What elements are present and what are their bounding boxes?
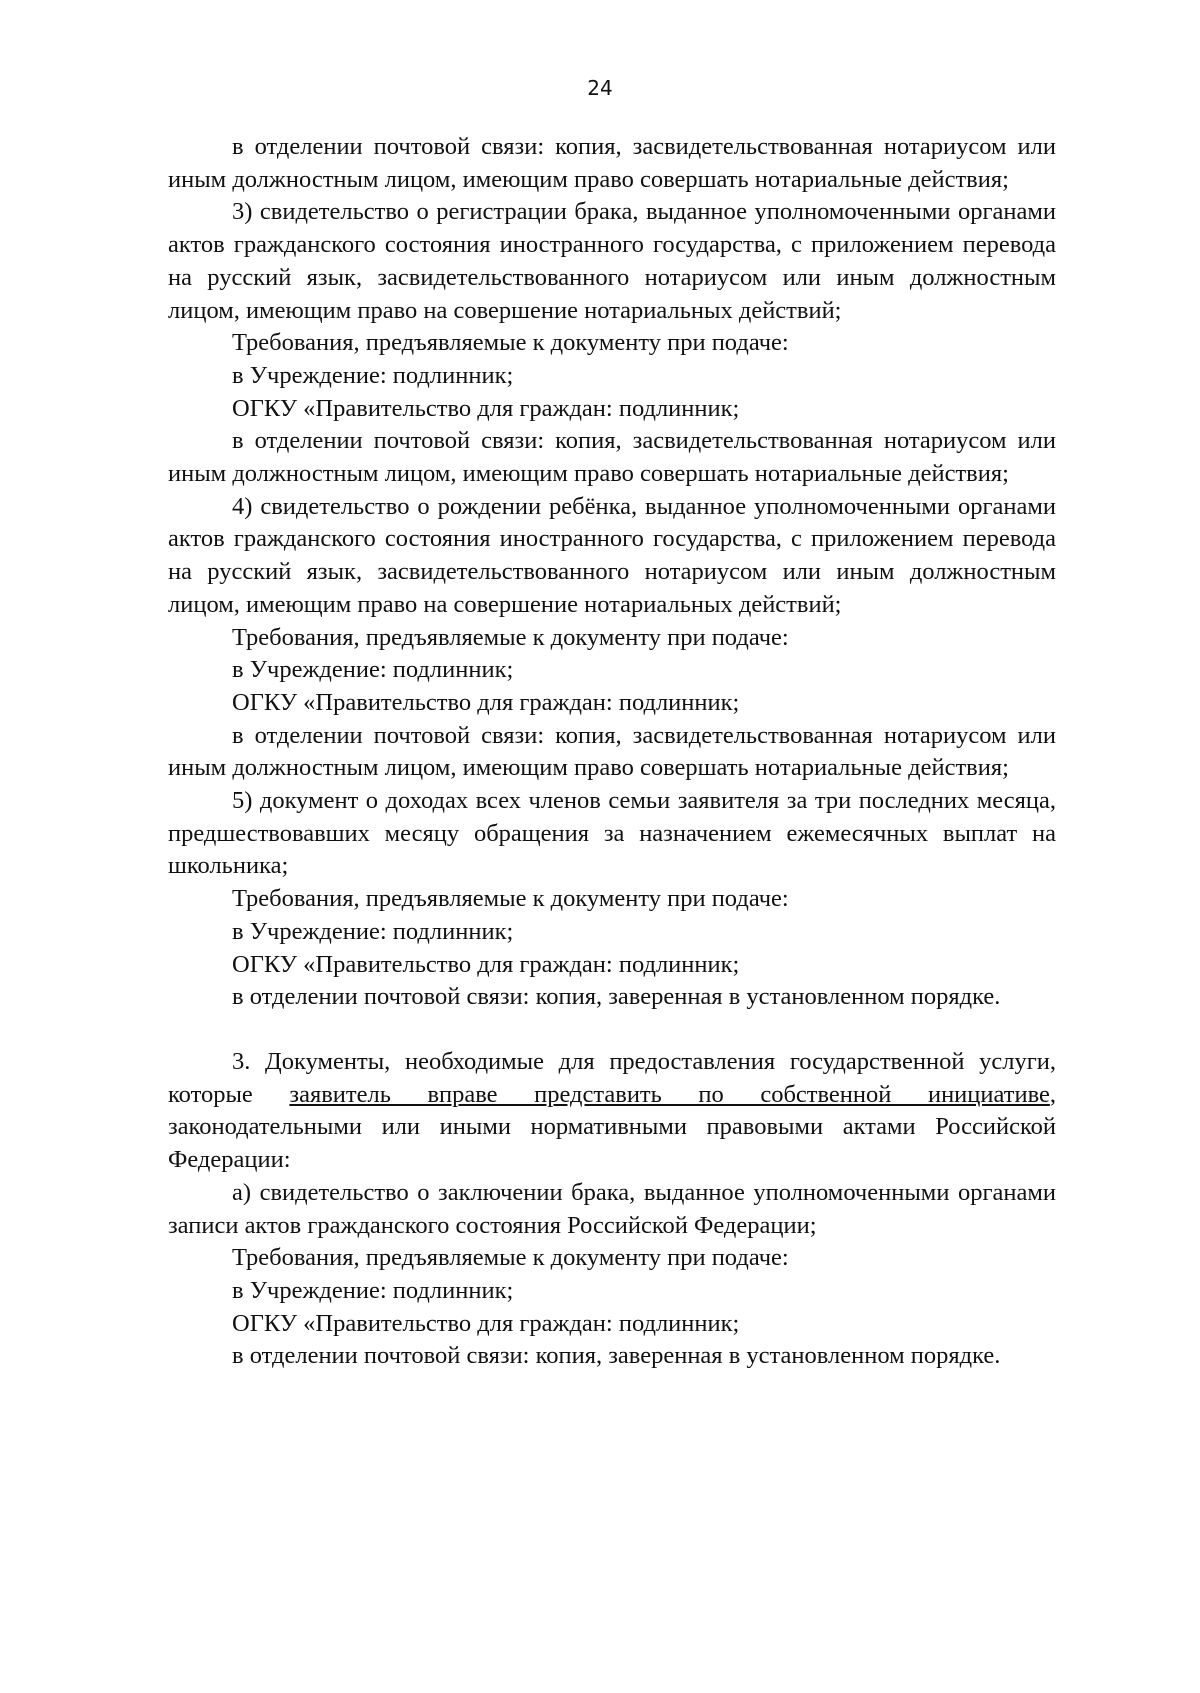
requirement-post-office: в отделении почтовой связи: копия, заверенная в установленном порядке. — [232, 1342, 1001, 1370]
requirement-institution: в Учреждение: подлинник; — [232, 1276, 514, 1304]
requirement-post-office: в отделении почтовой связи: копия, засвидетельствованная нотариусом или иным должностным лицом, имеющим право совершать нотариальные действия; — [168, 721, 1056, 782]
section-3-underlined: заявитель вправе представить по собственной инициативе — [289, 1080, 1050, 1108]
requirement-post-office: в отделении почтовой связи: копия, засвидетельствованная нотариусом или иным должностным лицом, имеющим право совершать нотариальные действия; — [168, 427, 1056, 488]
requirement-institution: в Учреждение: подлинник; — [232, 656, 514, 684]
requirement-ogku: ОГКУ «Правительство для граждан: подлинник; — [232, 394, 740, 422]
requirement-ogku: ОГКУ «Правительство для граждан: подлинник; — [232, 1309, 740, 1337]
page-number: 24 — [587, 76, 613, 100]
paragraph-item-3: 3) свидетельство о регистрации брака, выданное уполномоченными органами актов гражданского состояния иностранного государства, с приложением перевода на русский язык, засвидетельствованного нотариусом или иным должностным лицом, имеющим право на совершение нотариальных действий; — [168, 198, 1056, 324]
section-3-rest: , законодательными или иными нормативными правовыми актами Российской Федерации: — [168, 1080, 1056, 1174]
requirement-institution: в Учреждение: подлинник; — [232, 361, 514, 389]
document-body — [168, 131, 1056, 1373]
requirements-heading: Требования, предъявляемые к документу при подаче: — [232, 329, 789, 357]
requirement-post-office: в отделении почтовой связи: копия, заверенная в установленном порядке. — [232, 983, 1001, 1011]
paragraph-item-5: 5) документ о доходах всех членов семьи заявителя за три последних месяца, предшествовавших месяцу обращения за назначением ежемесячных выплат на школьника; — [168, 787, 1056, 880]
section-3-intro: 3. Документы, необходимые для предоставления государственной услуги, которые — [168, 1047, 1056, 1108]
paragraph-item-a: а) свидетельство о заключении брака, выданное уполномоченными органами записи актов гражданского состояния Российской Федерации; — [168, 1178, 1056, 1239]
section-3-paragraph — [168, 1046, 1056, 1177]
requirement-institution: в Учреждение: подлинник; — [232, 917, 514, 945]
requirements-heading: Требования, предъявляемые к документу при подаче: — [232, 623, 789, 651]
requirements-heading: Требования, предъявляемые к документу при подаче: — [232, 1244, 789, 1272]
requirement-ogku: ОГКУ «Правительство для граждан: подлинник; — [232, 688, 740, 716]
paragraph: в отделении почтовой связи: копия, засвидетельствованная нотариусом или иным должностным лицом, имеющим право совершать нотариальные действия; — [168, 133, 1056, 193]
requirements-heading: Требования, предъявляемые к документу при подаче: — [232, 885, 789, 913]
paragraph-item-4: 4) свидетельство о рождении ребёнка, выданное уполномоченными органами актов гражданского состояния иностранного государства, с приложением перевода на русский язык, засвидетельствованного нотариусом или иным должностным лицом, имеющим право на совершение нотариальных действий; — [168, 492, 1056, 618]
requirement-ogku: ОГКУ «Правительство для граждан: подлинник; — [232, 950, 740, 978]
